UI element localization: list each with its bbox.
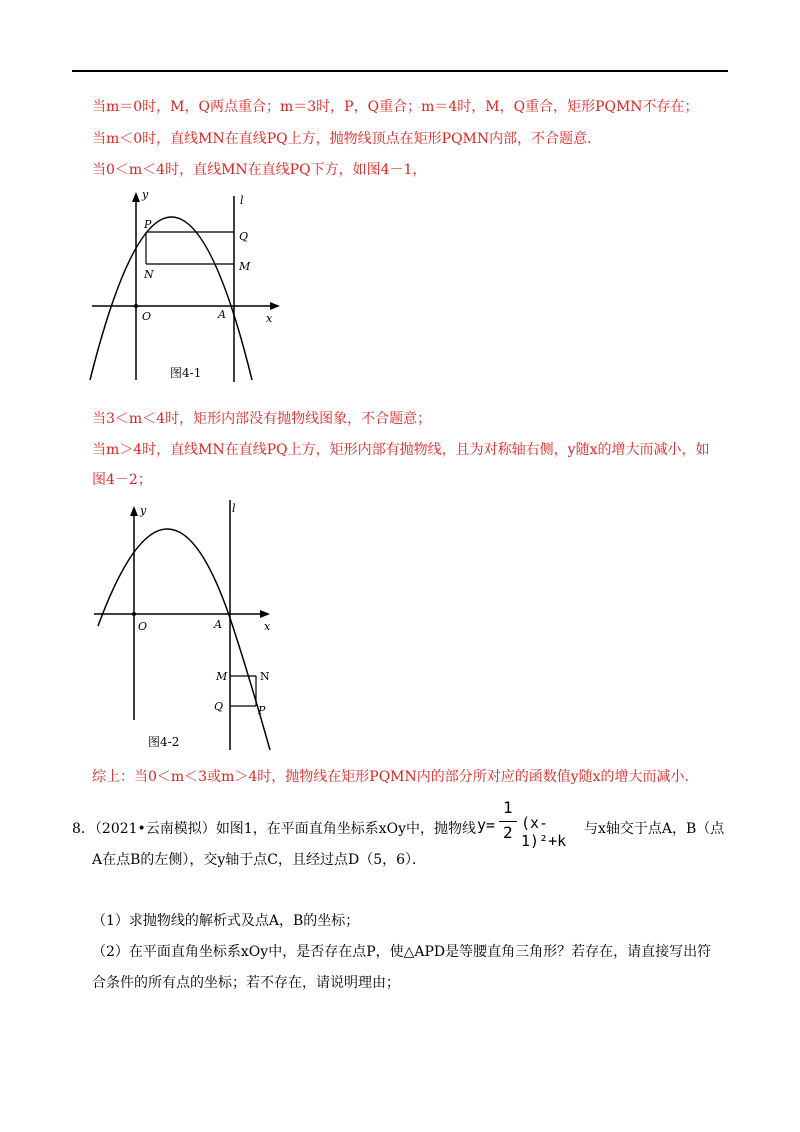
question-text-c: A在点B的左侧），交y轴于点C，且经过点D（5，6）． xyxy=(92,852,427,868)
formula-y: y= xyxy=(477,816,496,834)
question-text-b: 与x轴交于点A，B（点 xyxy=(584,821,725,837)
label-q: Q xyxy=(239,230,249,243)
question-part-2b: 合条件的所有点的坐标；若不存在，请说明理由； xyxy=(92,975,400,991)
question-source: （2021•云南模拟） xyxy=(94,821,216,837)
label-x: x xyxy=(266,312,273,325)
label-m: M xyxy=(239,260,251,273)
point-o xyxy=(132,612,136,616)
y-axis-arrow xyxy=(130,506,138,516)
label-n: N xyxy=(144,268,154,281)
formula-denominator: 2 xyxy=(503,823,513,842)
parabola xyxy=(90,217,252,380)
question-part-1: （1）求抛物线的解析式及点A，B的坐标； xyxy=(92,913,360,929)
formula-numerator: 1 xyxy=(503,798,513,817)
question-number: 8． xyxy=(72,821,95,837)
label-y: y xyxy=(142,188,149,201)
label-m: M xyxy=(216,670,228,683)
figure-4-1 xyxy=(84,184,284,384)
figure-caption: 图4-2 xyxy=(148,735,180,749)
x-axis-arrow xyxy=(270,302,280,310)
question-part-2a: （2）在平面直角坐标系xOy中，是否存在点P，使△APD是等腰直角三角形？若存在，请直接写出符 xyxy=(92,944,712,960)
solution-line-4: 当3＜m＜4时，矩形内部没有抛物线图象，不合题意； xyxy=(92,411,432,427)
label-p: P xyxy=(258,704,266,717)
label-o: O xyxy=(138,620,148,633)
solution-line-2: 当m＜0时，直线MN在直线PQ上方，抛物线顶点在矩形PQMN内部，不合题意． xyxy=(92,131,602,147)
solution-line-5: 当m＞4时，直线MN在直线PQ上方，矩形内部有抛物线，且为对称轴右侧，y随x的增大而减小，如 xyxy=(92,442,710,458)
solution-conclusion: 综上：当0＜m＜3或m＞4时，抛物线在矩形PQMN内的部分所对应的函数值y随x的增大而减小． xyxy=(92,769,699,785)
label-a: A xyxy=(214,618,222,631)
label-q: Q xyxy=(214,700,224,713)
formula-rest: (x-1)²+k xyxy=(521,814,567,850)
solution-line-6: 图4－2； xyxy=(92,472,152,488)
label-y: y xyxy=(140,504,147,517)
parabola xyxy=(98,529,230,626)
question-8-line-1 xyxy=(72,818,476,838)
label-p: P xyxy=(144,218,152,231)
solution-line-1: 当m＝0时，M，Q两点重合；m＝3时，P，Q重合；m＝4时，M，Q重合，矩形PQMN不存在； xyxy=(92,99,699,115)
question-text-a: 如图1，在平面直角坐标系xOy中，抛物线 xyxy=(215,821,477,837)
label-l: l xyxy=(232,502,236,515)
parabola-tail xyxy=(230,618,270,750)
label-x: x xyxy=(264,620,271,633)
x-axis-arrow xyxy=(260,610,270,618)
point-o xyxy=(134,304,138,308)
figure-4-2 xyxy=(88,494,278,756)
label-a: A xyxy=(218,308,226,321)
y-axis-arrow xyxy=(132,192,140,202)
label-o: O xyxy=(142,310,152,323)
figure-caption: 图4-1 xyxy=(170,366,202,380)
solution-line-3: 当0＜m＜4时，直线MN在直线PQ下方，如图4－1， xyxy=(92,162,427,178)
fraction-bar xyxy=(499,821,517,822)
header-rule xyxy=(72,70,728,72)
label-l: l xyxy=(240,194,244,207)
label-n: N xyxy=(260,670,270,683)
